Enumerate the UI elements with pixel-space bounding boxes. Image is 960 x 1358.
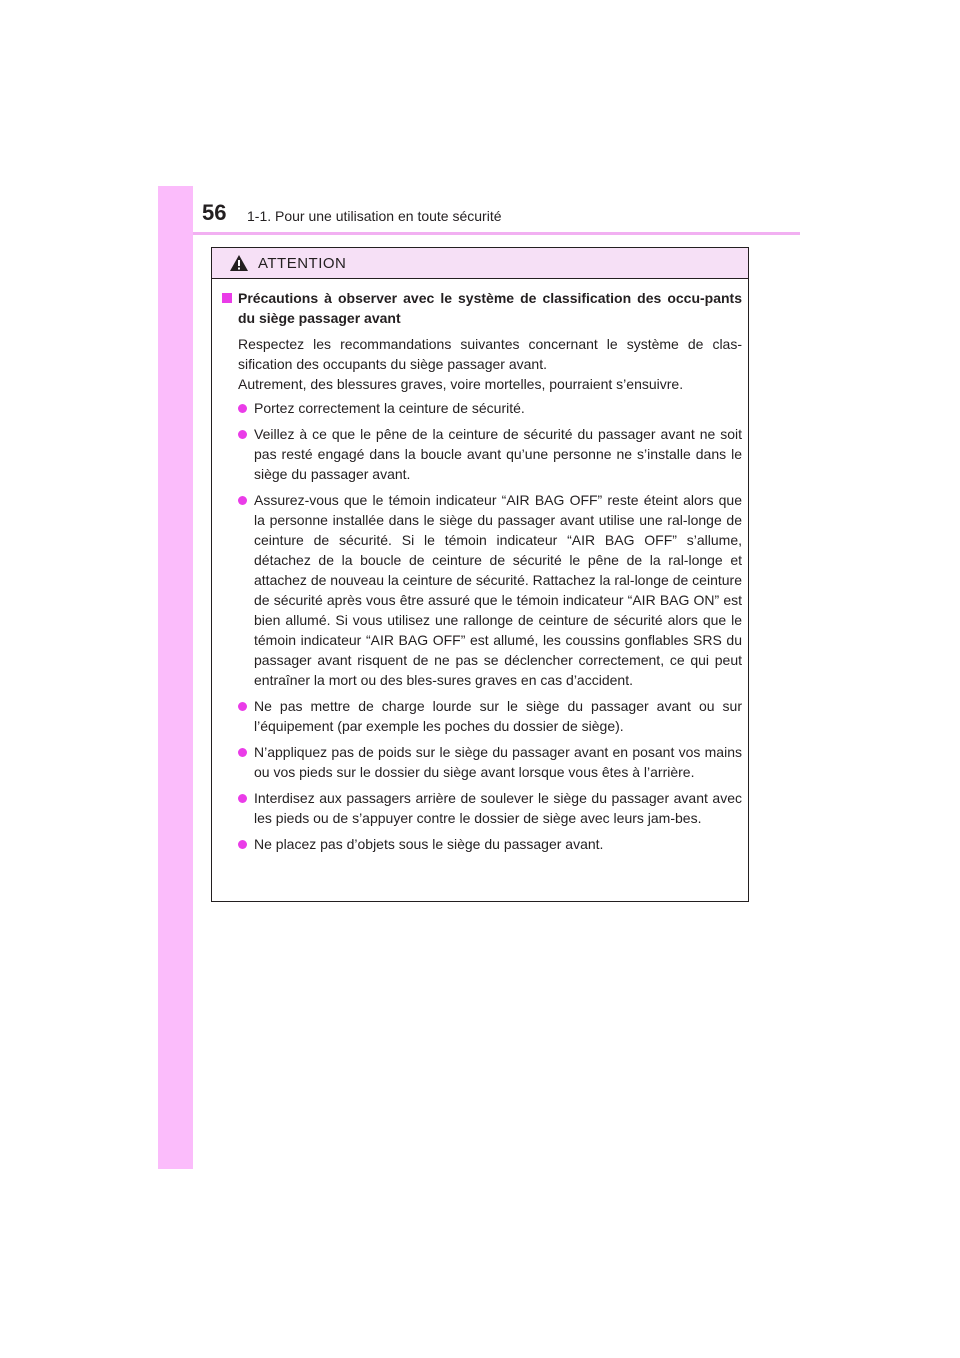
list-item [218,398,742,418]
list-item [218,834,742,854]
square-bullet-icon [222,293,232,303]
intro-paragraph: Respectez les recommandations suivantes concernant le système de clas-sification des occupants du siège passager avant. [238,336,742,372]
bullet-dot-icon [238,496,247,505]
list-item [218,696,742,736]
bullet-list [218,398,742,854]
header-rule [193,232,800,235]
intro-paragraph: Autrement, des blessures graves, voire mortelles, pourraient s’ensuivre. [238,376,684,392]
list-item-text: Portez correctement la ceinture de sécurité. [254,400,525,416]
page-number: 56 [202,200,227,225]
section-title-text: Précautions à observer avec le système de classification des occu-pants du siège passager avant [238,290,742,326]
list-item-text: Interdisez aux passagers arrière de soulever le siège du passager avant avec les pieds ou de s’appuyer contre le dossier de siège avec leurs jam-bes. [254,790,742,826]
list-item [218,788,742,828]
list-item-text: Assurez-vous que le témoin indicateur “AIR BAG OFF” reste éteint alors que la personne installée dans le siège du passager avant utilise une ral-longe de ceinture de sécurité. Si le témoin indicateur “AIR BAG OFF” s’allume, détachez de la boucle de ceinture de sécurité le pêne de la ral-longe et attachez de nouveau la ceinture de sécurité. Rattachez la ral-longe de ceinture de sécurité après vous être assuré que le témoin indicateur “AIR BAG ON” est bien allumé. Si vous utilisez une rallonge de ceinture de sécurité alors que le témoin indicateur “AIR BAG OFF” est allumé, les coussins gonflables SRS du passager avant risquent de ne pas se déclencher correctement, ce qui peut entraîner la mort ou des bles-sures graves en cas d’accident. [254,492,742,688]
list-item-text: Ne placez pas d’objets sous le siège du passager avant. [254,836,604,852]
bullet-dot-icon [238,702,247,711]
list-item-text: Ne pas mettre de charge lourde sur le siège du passager avant ou sur l’équipement (par exemple les poches du dossier de siège). [254,698,742,734]
warning-triangle-icon [229,254,249,272]
list-item-text: N’appliquez pas de poids sur le siège du passager avant en posant vos mains ou vos pieds sur le dossier du siège avant lorsque vous êtes à l’arrière. [254,744,742,780]
bullet-dot-icon [238,748,247,757]
list-item [218,490,742,690]
warning-header [212,248,748,279]
bullet-dot-icon [238,404,247,413]
warning-label: ATTENTION [258,254,347,272]
side-color-band [158,186,193,1169]
chapter-title: 1-1. Pour une utilisation en toute sécurité [247,208,502,224]
list-item-text: Veillez à ce que le pêne de la ceinture de sécurité du passager avant ne soit pas resté engagé dans la boucle avant qu’une personne ne s’installe dans le siège du passager avant. [254,426,742,482]
list-item [218,424,742,484]
bullet-dot-icon [238,430,247,439]
warning-box [211,247,749,902]
intro [218,334,742,394]
list-item [218,742,742,782]
warning-body [212,279,748,854]
section-title [218,288,742,328]
bullet-dot-icon [238,794,247,803]
bullet-dot-icon [238,840,247,849]
